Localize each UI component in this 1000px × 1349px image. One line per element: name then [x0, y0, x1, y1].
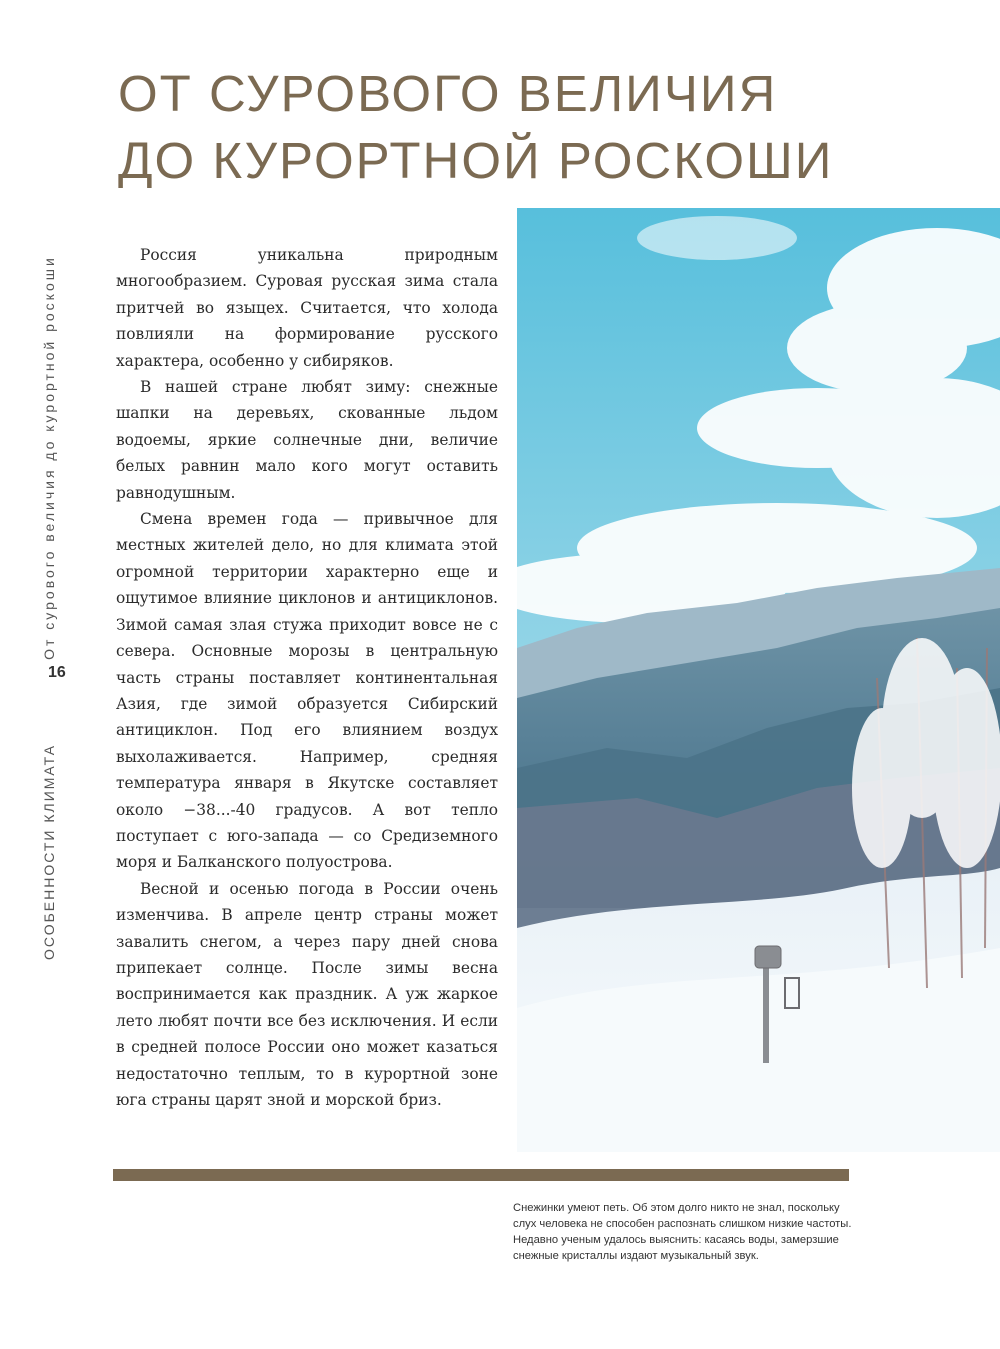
chapter-title: ОСОБЕННОСТИ КЛИМАТА — [41, 743, 57, 960]
paragraph: Смена времен года — привычное для местных жителей дело, но для климата этой огромной территории характерно еще и ощутимое влияние циклонов и антициклонов. Зимой самая злая стужа приходит вовсе не с севера. Основные морозы в центральную часть страны поставляет континентальная Азия, где зимой образуется Сибирский антициклон. Под его влиянием воздух выхолаживается. Например, средняя температура января в Якутске составляет около −38...-40 градусов. А вот тепло поступает с юго-запада — со Средиземного моря и Балканского полуострова. — [116, 510, 498, 872]
article-body — [116, 242, 498, 1113]
paragraph: Весной и осенью погода в России очень изменчива. В апреле центр страны может завалить снегом, а через пару дней снова припекает солнце. После зимы весна воспринимается как праздник. А уж жаркое лето любят почти все без исключения. И если в средней полосе России оно может казаться недостаточно теплым, то в курортной зоне юга страны царят зной и морской бриз. — [116, 879, 498, 1109]
paragraph: Россия уникальна природным многообразием. Суровая русская зима стала притчей во языцех. Считается, что холода повлияли на формирование русского характера, особенно у сибиряков. — [116, 246, 498, 370]
page-title — [118, 60, 878, 194]
divider-bar — [113, 1169, 849, 1181]
section-title: От сурового величия до курортной роскоши — [41, 255, 57, 660]
winter-mountain-photo — [517, 208, 1000, 1152]
page-number: 16 — [48, 664, 66, 681]
title-line-2: ДО КУРОРТНОЙ РОСКОШИ — [118, 132, 834, 189]
title-line-1: ОТ СУРОВОГО ВЕЛИЧИЯ — [118, 65, 778, 122]
paragraph: В нашей стране любят зиму: снежные шапки на деревьях, скованные льдом водоемы, яркие солнечные дни, величие белых равнин мало кого могут оставить равнодушным. — [116, 378, 498, 502]
photo-caption: Снежинки умеют петь. Об этом долго никто не знал, поскольку слух человека не способен распознать слишком низкие частоты. Недавно ученым удалось выяснить: касаясь воды, замерзшие снежные кристаллы издают музыкальный звук. — [513, 1202, 852, 1262]
running-header — [36, 200, 62, 960]
